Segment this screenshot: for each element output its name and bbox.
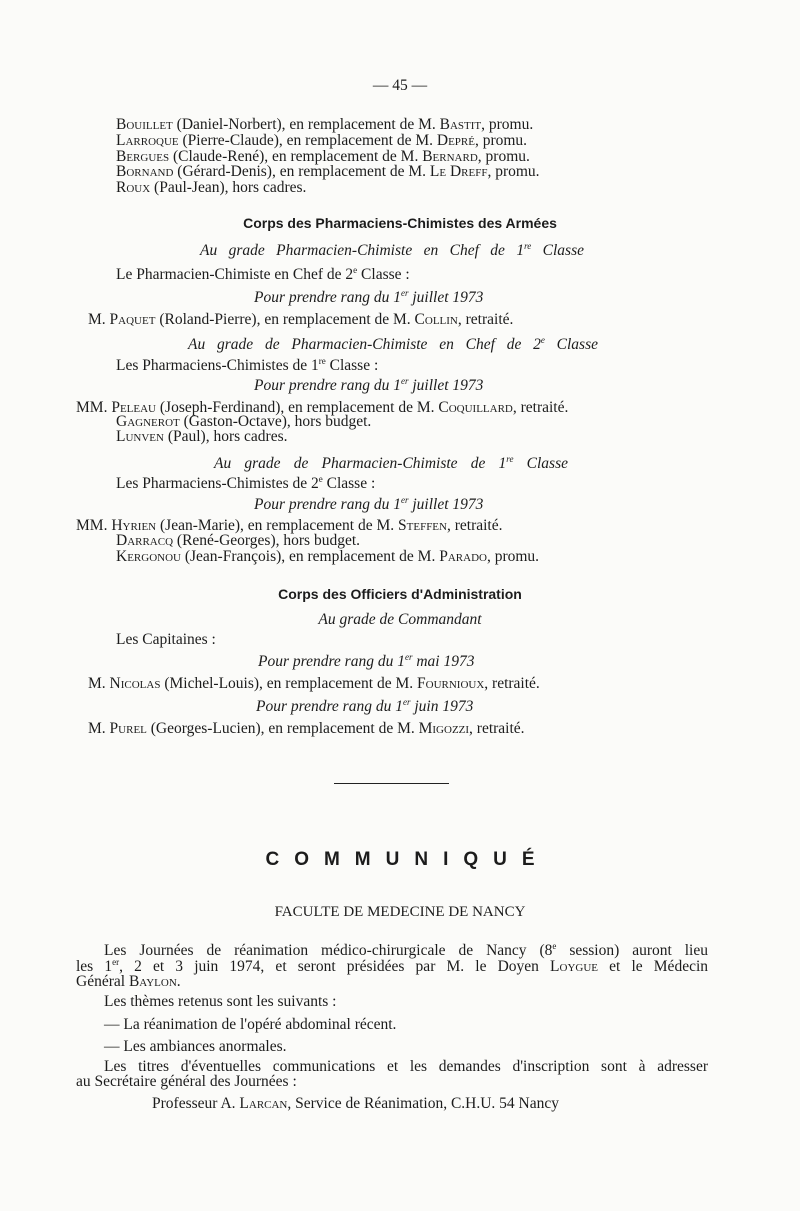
line-text: (Paul), hors cadres. <box>163 428 288 445</box>
paragraph-text: Les Journées de réanimation médico-chirurgicale de Nancy (8 <box>104 942 553 959</box>
superscript: re <box>506 454 514 464</box>
rank-text: Pour prendre rang du 1 <box>256 698 403 715</box>
line-end: , promu. <box>487 163 540 180</box>
intro-end: Classe : <box>322 475 376 492</box>
contact-address <box>152 1096 559 1112</box>
grade-title-text: Au grade de Pharmacien-Chimiste en Chef de 2 <box>188 336 541 353</box>
replaced-name: Depré <box>436 132 475 149</box>
person-name: Paquet <box>109 311 156 328</box>
person-name: Larroque <box>116 132 179 149</box>
superscript: re <box>524 241 532 251</box>
grade-title-end: Classe <box>513 455 568 472</box>
communique-title: COMMUNIQUÉ <box>265 849 550 870</box>
person-name: Nicolas <box>109 675 161 692</box>
line-text: (Jean-Marie), en remplacement de M. <box>156 517 399 534</box>
promotion-line <box>116 180 306 196</box>
paragraph-text: . <box>176 973 181 990</box>
appointment-line <box>116 533 360 549</box>
line-text: (Claude-René), en remplacement de M. <box>169 148 423 165</box>
person-name: Loygue <box>550 958 599 975</box>
person-name: Purel <box>109 720 147 737</box>
appointment-line <box>88 721 525 737</box>
rank-end: juillet 1973 <box>408 289 484 306</box>
honorific: MM. <box>76 517 108 534</box>
grade-title-end: Classe <box>531 242 585 259</box>
superscript: er <box>404 652 413 662</box>
paragraph-text: les 1 <box>76 958 113 975</box>
grade-title <box>214 456 568 472</box>
communique-paragraph: Les thèmes retenus sont les suivants : <box>104 993 337 1010</box>
section-heading-administration: Corps des Officiers d'Administration <box>278 586 522 602</box>
replaced-name: Migozzi <box>418 720 470 737</box>
line-text: (Joseph-Ferdinand), en remplacement de M. <box>156 399 439 416</box>
line-end: , promu. <box>477 148 530 165</box>
intro-end: Classe : <box>357 266 410 283</box>
line-text: (Georges-Lucien), en remplacement de M. <box>146 720 419 737</box>
rank-end: juillet 1973 <box>408 377 484 394</box>
replaced-name: Bastit <box>439 116 482 133</box>
line-end: , promu. <box>486 548 540 565</box>
rank-text: Pour prendre rang du 1 <box>254 289 401 306</box>
grade-title-text: Au grade Pharmacien-Chimiste en Chef de 1 <box>200 242 525 259</box>
promotion-line <box>116 164 540 180</box>
appointment-line <box>88 312 513 328</box>
theme-item: — Les ambiances anormales. <box>104 1038 287 1055</box>
line-text: (Gaston-Octave), hors budget. <box>179 413 372 430</box>
rank-end: juin 1973 <box>410 698 474 715</box>
intro-end: Classe : <box>325 357 379 374</box>
line-end: , retraité. <box>446 517 503 534</box>
grade-title-end: Classe <box>544 336 599 353</box>
rank-end: mai 1973 <box>412 653 475 670</box>
rank-date <box>258 654 474 670</box>
replaced-name: Bernard <box>422 148 478 165</box>
grade-intro <box>116 476 375 492</box>
superscript: re <box>318 356 326 366</box>
superscript: er <box>400 376 409 386</box>
grade-title <box>200 243 584 259</box>
honorific: M. <box>88 720 106 737</box>
person-name: Baylon <box>128 973 177 990</box>
promotion-line <box>116 117 533 133</box>
replaced-name: Le Dreff <box>429 163 488 180</box>
person-name: Bergues <box>116 148 170 165</box>
rank-date <box>254 497 483 513</box>
person-name: Roux <box>116 179 151 196</box>
rank-date <box>254 290 483 306</box>
line-text: (René-Georges), hors budget. <box>173 532 361 549</box>
communique-paragraph-line <box>104 943 708 959</box>
line-text: (Michel-Louis), en remplacement de M. <box>160 675 417 692</box>
rank-end: juillet 1973 <box>408 496 484 513</box>
grade-title: Au grade de Commandant <box>318 611 482 628</box>
superscript: er <box>402 697 411 707</box>
paragraph-text: , 2 et 3 juin 1974, et seront présidées par M. le Doyen <box>119 958 551 975</box>
person-name: Larcan <box>239 1095 288 1112</box>
superscript: e <box>552 941 557 951</box>
superscript: e <box>540 335 545 345</box>
superscript: er <box>400 495 409 505</box>
paragraph-text: et le Médecin <box>598 958 709 975</box>
honorific: MM. <box>76 399 108 416</box>
grade-title <box>188 337 598 353</box>
section-divider <box>334 783 449 784</box>
paragraph-text: Professeur A. <box>152 1095 240 1112</box>
intro-text: Les Pharmaciens-Chimistes de 1 <box>116 357 319 374</box>
section-heading-pharmaciens: Corps des Pharmaciens-Chimistes des Armées <box>243 215 557 231</box>
rank-text: Pour prendre rang du 1 <box>254 377 401 394</box>
person-name: Bornand <box>116 163 174 180</box>
replaced-name: Fournioux <box>417 675 485 692</box>
intro-text: Le Pharmacien-Chimiste en Chef de 2 <box>116 266 354 283</box>
grade-intro <box>116 267 410 283</box>
appointment-line <box>88 676 540 692</box>
person-name: Darracq <box>116 532 174 549</box>
paragraph-text: Général <box>76 973 129 990</box>
replaced-name: Parado <box>439 548 487 565</box>
grade-intro <box>116 358 378 374</box>
replaced-name: Collin <box>414 311 458 328</box>
line-end: , retraité. <box>484 675 540 692</box>
paragraph-text: Les titres d'éventuelles communications et les demandes d'inscription sont à adresser <box>104 1058 708 1075</box>
line-text: (Daniel-Norbert), en remplacement de M. <box>172 116 440 133</box>
line-end: , retraité. <box>469 720 525 737</box>
paragraph-text: , Service de Réanimation, C.H.U. 54 Nancy <box>287 1095 560 1112</box>
rank-date <box>256 699 473 715</box>
promotion-line <box>116 133 527 149</box>
grade-intro: Les Capitaines : <box>116 631 216 648</box>
line-text: (Paul-Jean), hors cadres. <box>150 179 307 196</box>
line-end: , retraité. <box>457 311 514 328</box>
communique-subtitle: FACULTE DE MEDECINE DE NANCY <box>274 904 526 920</box>
replaced-name: Steffen <box>398 517 447 534</box>
honorific: M. <box>88 311 106 328</box>
line-end: , promu. <box>474 132 528 149</box>
grade-title-text: Au grade de Pharmacien-Chimiste de 1 <box>214 455 507 472</box>
rank-text: Pour prendre rang du 1 <box>254 496 401 513</box>
person-name: Hyrien <box>111 517 157 534</box>
superscript: e <box>318 474 323 484</box>
person-name: Lunven <box>116 428 164 445</box>
rank-text: Pour prendre rang du 1 <box>258 653 405 670</box>
line-text: (Jean-François), en remplacement de M. <box>180 548 440 565</box>
appointment-line <box>116 429 288 445</box>
person-name: Gagnerot <box>116 413 180 430</box>
page-number: — 45 — <box>372 77 428 94</box>
person-name: Kergonou <box>116 548 181 565</box>
paragraph-text: session) auront lieu <box>556 942 708 959</box>
communique-paragraph-line: au Secrétaire général des Journées : <box>76 1073 297 1090</box>
appointment-line <box>116 549 539 565</box>
theme-item: — La réanimation de l'opéré abdominal récent. <box>104 1016 397 1033</box>
line-end: , retraité. <box>512 399 569 416</box>
person-name: Peleau <box>111 399 156 416</box>
person-name: Bouillet <box>116 116 173 133</box>
line-text: (Pierre-Claude), en remplacement de M. <box>178 132 437 149</box>
rank-date <box>254 378 483 394</box>
line-text: (Gérard-Denis), en remplacement de M. <box>173 163 430 180</box>
superscript: er <box>400 288 409 298</box>
honorific: M. <box>88 675 106 692</box>
superscript: er <box>112 957 120 967</box>
communique-paragraph-line <box>76 974 181 990</box>
superscript: e <box>353 265 358 275</box>
line-text: (Roland-Pierre), en remplacement de M. <box>155 311 415 328</box>
replaced-name: Coquillard <box>438 399 513 416</box>
intro-text: Les Pharmaciens-Chimistes de 2 <box>116 475 319 492</box>
line-end: , promu. <box>481 116 534 133</box>
